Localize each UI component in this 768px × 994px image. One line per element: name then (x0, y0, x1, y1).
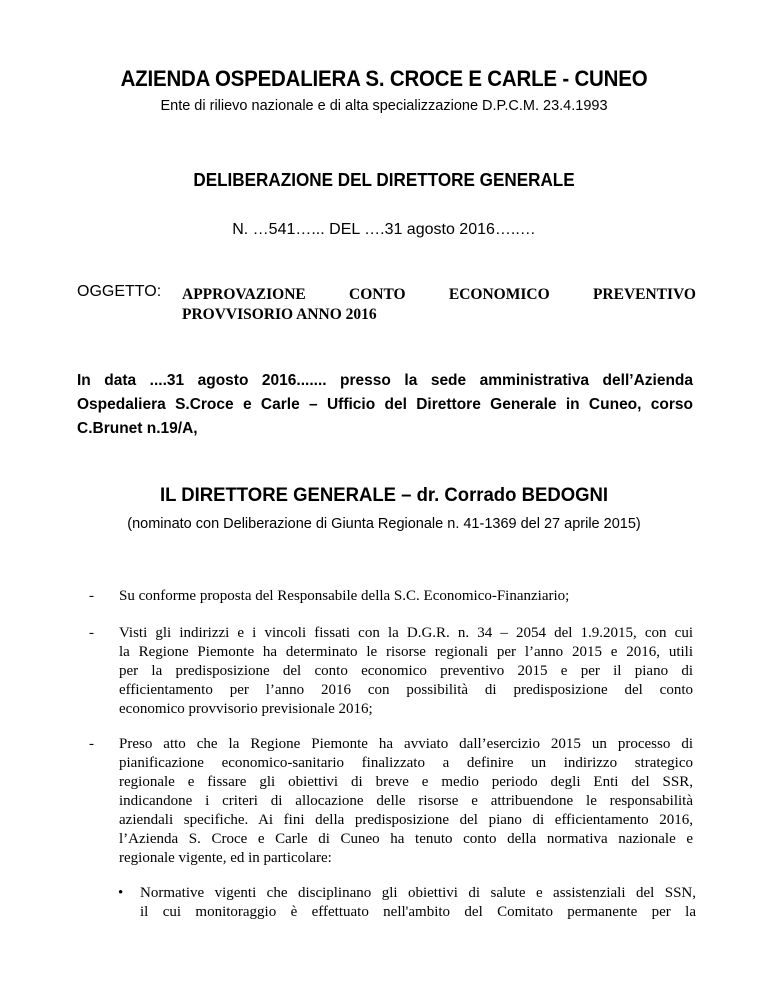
list-item-line: per la predisposizione del conto economico preventivo 2015 e per il piano di (119, 663, 693, 679)
in-data-line: Ospedaliera S.Croce e Carle – Ufficio del Direttore Generale in Cuneo, corso (77, 396, 693, 413)
list-item-line: indicandone i criteri di allocazione delle risorse e attribuendone le responsabilità (119, 793, 693, 809)
deliberation-number: N. …541…... DEL ….31 agosto 2016…..… (232, 221, 536, 238)
subject-label: OGGETTO: (77, 283, 162, 300)
in-data-line: C.Brunet n.19/A, (77, 420, 198, 437)
bullet-item-line: Normative vigenti che disciplinano gli obiettivi di salute e assistenziali del SSN, (140, 885, 696, 901)
list-item-line: l’Azienda S. Croce e Carle di Cuneo ha tenuto conto della normativa nazionale e (119, 831, 693, 847)
list-dash: - (89, 588, 94, 604)
list-dash: - (89, 736, 94, 752)
organization-title: AZIENDA OSPEDALIERA S. CROCE E CARLE - CUNEO (120, 66, 648, 91)
deliberation-title: DELIBERAZIONE DEL DIRETTORE GENERALE (193, 170, 575, 190)
list-item-line: Visti gli indirizzi e i vincoli fissati con la D.G.R. n. 34 – 2054 del 1.9.2015, con cui (119, 625, 693, 641)
list-item-line: Su conforme proposta del Responsabile della S.C. Economico-Finanziario; (119, 588, 570, 604)
list-item-line: Preso atto che la Regione Piemonte ha avviato dall’esercizio 2015 un processo di (119, 736, 693, 752)
in-data-paragraph (77, 369, 693, 441)
list-dash: - (89, 625, 94, 641)
director-appointment: (nominato con Deliberazione di Giunta Regionale n. 41-1369 del 27 aprile 2015) (127, 516, 641, 532)
list-item-line: la Regione Piemonte ha determinato le risorse regionali per l’anno 2015 e 2016, utili (119, 644, 693, 660)
bullet-item-line: il cui monitoraggio è effettuato nell'ambito del Comitato permanente per la (140, 904, 696, 920)
subject-line-1: APPROVAZIONE CONTO ECONOMICO PREVENTIVO (182, 286, 696, 303)
director-heading: IL DIRETTORE GENERALE – dr. Corrado BEDOGNI (159, 484, 609, 506)
list-item-line: economico provvisorio previsionale 2016; (119, 701, 373, 717)
subject-line-2: PROVVISORIO ANNO 2016 (182, 306, 377, 323)
list-item-line: aziendali specifiche. Ai fini della predisposizione del piano di efficientamento 2016, (119, 812, 693, 828)
list-item-line: regionale e fissare gli obiettivi di breve e medio periodo degli Enti del SSR, (119, 774, 693, 790)
list-item-line: pianificazione economico-sanitario finalizzato a definire un indirizzo strategico (119, 755, 693, 771)
organization-subtitle: Ente di rilievo nazionale e di alta specializzazione D.P.C.M. 23.4.1993 (160, 98, 608, 114)
bullet-icon: • (118, 885, 124, 901)
in-data-line: In data ....31 agosto 2016....... presso la sede amministrativa dell’Azienda (77, 372, 693, 389)
list-item-line: efficientamento per l’anno 2016 con possibilità di predisposizione del conto (119, 682, 693, 698)
list-item-line: regionale vigente, ed in particolare: (119, 850, 332, 866)
